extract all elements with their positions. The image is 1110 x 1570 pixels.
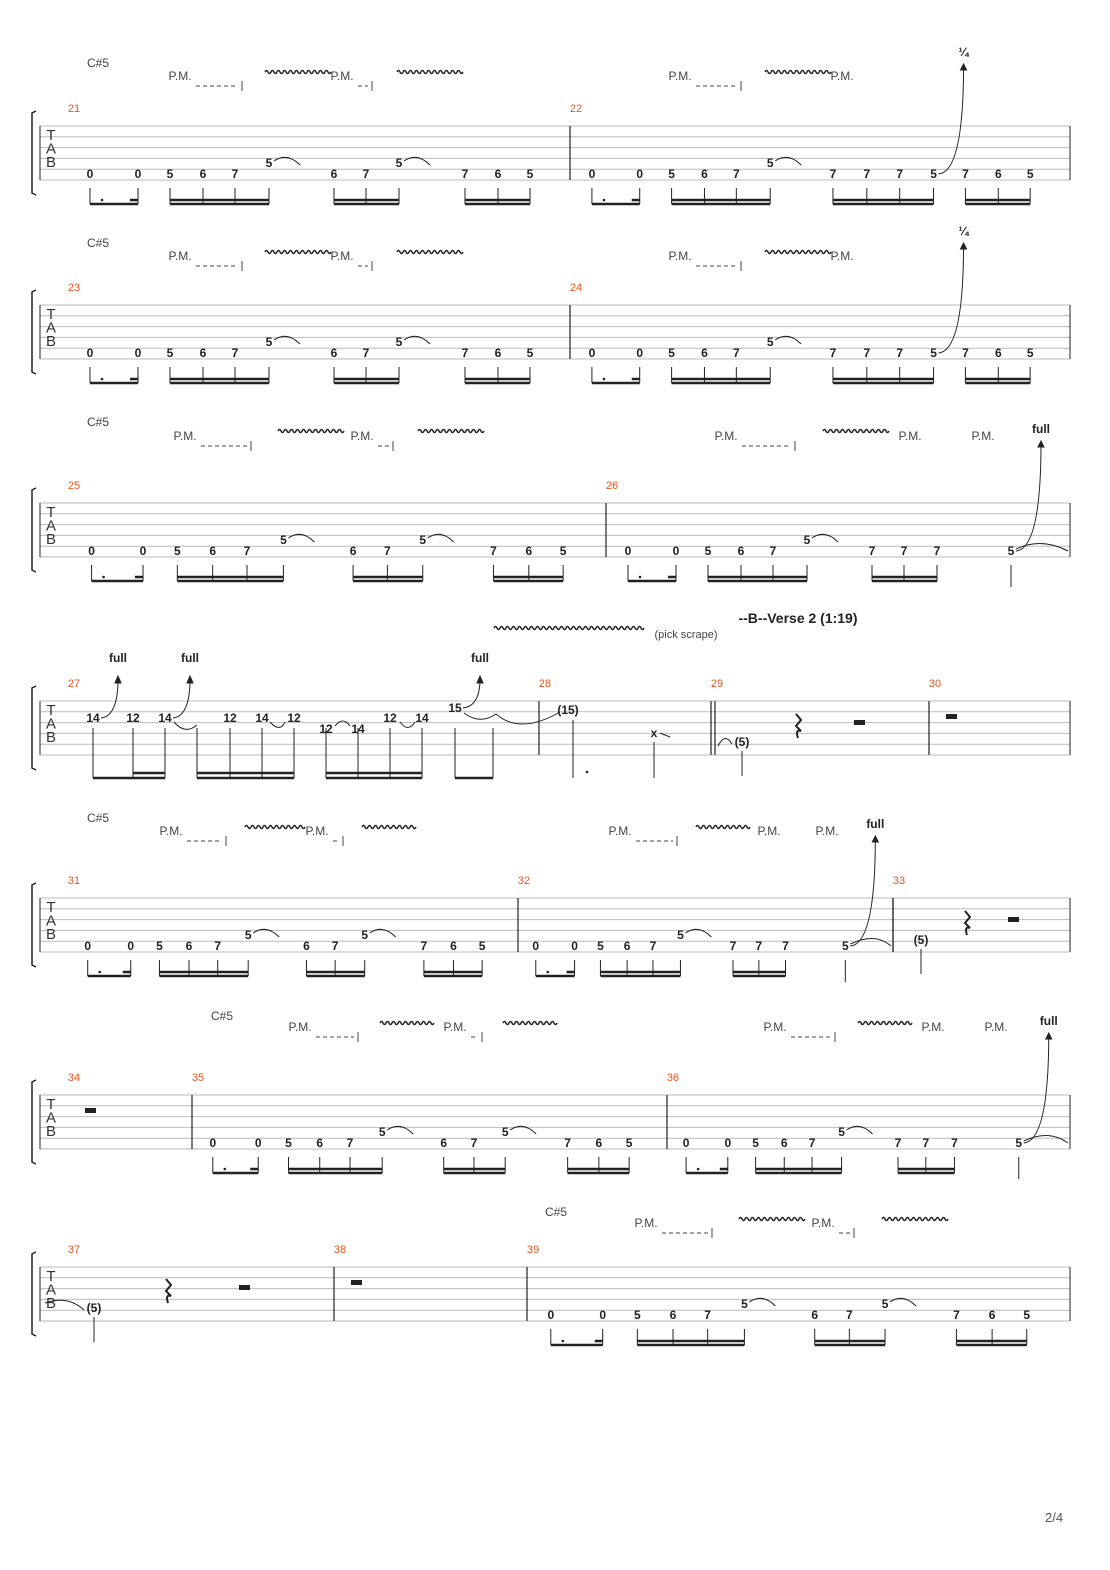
half-rest — [854, 720, 865, 725]
fret-number: 0 — [682, 1136, 690, 1150]
fret-number: 5 — [156, 939, 163, 953]
chord-name: C#5 — [86, 811, 110, 825]
tab-clef-letter: T — [46, 1268, 56, 1285]
fret-number: 7 — [962, 167, 969, 181]
fret-number: 12 — [223, 711, 237, 725]
measure-number: 27 — [67, 678, 81, 690]
palm-mute-label: P.M. — [921, 1020, 945, 1034]
fret-number: 5 — [741, 1297, 748, 1311]
fret-number: 5 — [166, 346, 174, 360]
fret-number: 5 — [930, 346, 937, 360]
tab-clef-letter: B — [45, 1123, 57, 1140]
fret-number: (5) — [913, 933, 929, 947]
palm-mute-label: P.M. — [898, 429, 922, 443]
tab-clef-letter: T — [46, 504, 56, 521]
fret-number: 5 — [668, 167, 675, 181]
palm-mute-label: P.M. — [714, 429, 738, 443]
fret-number: 12 — [319, 722, 333, 736]
fret-number: 7 — [384, 544, 391, 558]
fret-number: 0 — [139, 544, 147, 558]
fret-number: 7 — [704, 1308, 711, 1322]
measure-number: 37 — [67, 1244, 81, 1256]
fret-number: 0 — [624, 544, 632, 558]
vibrato-wavy-line — [265, 251, 331, 254]
vibrato-wavy-line — [418, 430, 484, 433]
fret-number: 5 — [1023, 1308, 1031, 1322]
vibrato-wavy-line — [380, 1022, 434, 1025]
measure-number: 23 — [67, 282, 81, 294]
bend-arrow-head — [115, 676, 121, 683]
fret-number: 15 — [448, 701, 462, 715]
fret-number: 6 — [209, 544, 217, 558]
palm-mute-label: P.M. — [971, 429, 995, 443]
system-bracket — [32, 1252, 36, 1336]
fret-number: 0 — [571, 939, 578, 953]
bend-arrow-head — [961, 243, 967, 249]
section-title: --B--Verse 2 (1:19) — [738, 610, 858, 626]
vibrato-wavy-line — [765, 251, 831, 254]
fret-number: 7 — [900, 544, 908, 558]
measure-number: 24 — [569, 282, 583, 294]
measure-number: 36 — [666, 1072, 680, 1084]
palm-mute-label: P.M. — [443, 1020, 467, 1034]
vibrato-wavy-line — [397, 251, 463, 254]
dot — [98, 971, 101, 974]
fret-number: 7 — [933, 544, 941, 558]
fret-number: 5 — [633, 1308, 641, 1322]
fret-number: 7 — [470, 1136, 478, 1150]
fret-number: 7 — [863, 346, 871, 360]
bend-arrow — [850, 838, 875, 946]
bend-arrow-head — [872, 836, 878, 842]
vibrato-wavy-line — [265, 71, 331, 74]
fret-number: 6 — [199, 167, 207, 181]
fret-number: 7 — [331, 939, 339, 953]
fret-number: 5 — [752, 1136, 759, 1150]
dot — [639, 576, 642, 579]
fret-number: 0 — [588, 346, 596, 360]
fret-number: 5 — [1026, 346, 1034, 360]
tab-clef-letter: T — [46, 306, 56, 323]
fret-number: 5 — [265, 335, 273, 349]
fret-number: 6 — [623, 939, 631, 953]
measure-number: 34 — [67, 1072, 81, 1084]
fret-number: 7 — [863, 167, 871, 181]
fret-number: 7 — [922, 1136, 930, 1150]
fret-number: 7 — [782, 939, 789, 953]
fret-number: 6 — [669, 1308, 677, 1322]
measure-number: 39 — [526, 1244, 540, 1256]
measure-number: 35 — [191, 1072, 205, 1084]
bend-arrow — [1016, 443, 1041, 551]
fret-number: 5 — [881, 1297, 889, 1311]
palm-mute-label: P.M. — [288, 1020, 312, 1034]
fret-number: 5 — [1007, 544, 1015, 558]
fret-number: 7 — [461, 167, 469, 181]
palm-mute-label: P.M. — [168, 69, 192, 83]
bend-arrow-head — [477, 676, 483, 683]
fret-number: 0 — [672, 544, 680, 558]
bend-arrow-head — [1046, 1033, 1052, 1039]
fret-number: 6 — [494, 346, 502, 360]
fret-number: 6 — [316, 1136, 324, 1150]
fret-number: 7 — [829, 167, 837, 181]
tie-arc — [174, 722, 197, 729]
fret-number: x — [650, 726, 658, 740]
fret-number: 7 — [732, 346, 740, 360]
palm-mute-label: P.M. — [159, 824, 183, 838]
fret-number: 7 — [231, 167, 239, 181]
vibrato-wavy-line — [765, 71, 831, 74]
fret-number: 5 — [501, 1125, 509, 1139]
fret-number: 7 — [894, 1136, 902, 1150]
chord-name: C#5 — [210, 1009, 234, 1023]
fret-number: 6 — [737, 544, 745, 558]
palm-mute-label: P.M. — [815, 824, 839, 838]
half-rest — [1008, 917, 1019, 922]
bend-arrow — [1024, 1035, 1049, 1143]
fret-number: 5 — [173, 544, 181, 558]
system-bracket — [32, 1080, 36, 1164]
fret-number: 6 — [994, 346, 1002, 360]
fret-number: 6 — [303, 939, 310, 953]
tab-clef-letter: B — [45, 729, 57, 746]
fret-number: 7 — [243, 544, 251, 558]
bend-arrow-head — [187, 676, 193, 683]
system-bracket — [32, 111, 36, 195]
palm-mute-label: P.M. — [608, 824, 632, 838]
fret-number: 5 — [803, 533, 811, 547]
fret-number: 5 — [526, 167, 534, 181]
fret-number: 0 — [134, 167, 142, 181]
dot — [101, 378, 104, 381]
dot — [586, 771, 589, 774]
system-bracket — [32, 686, 36, 770]
fret-number: 14 — [86, 711, 100, 725]
fret-number: 6 — [330, 346, 338, 360]
fret-number: 0 — [254, 1136, 262, 1150]
palm-mute-label: P.M. — [168, 249, 192, 263]
palm-mute-label: P.M. — [330, 249, 354, 263]
fret-number: 5 — [766, 156, 774, 170]
dot — [603, 199, 606, 202]
vibrato-wavy-line — [696, 826, 750, 829]
tab-clef-letter: A — [45, 1109, 57, 1127]
palm-mute-label: P.M. — [305, 824, 329, 838]
fret-number: 5 — [395, 156, 403, 170]
measure-number: 29 — [710, 678, 724, 690]
fret-number: 6 — [525, 544, 533, 558]
fret-number: 6 — [199, 346, 207, 360]
whole-rest — [351, 1280, 362, 1285]
quarter-rest — [965, 911, 970, 935]
fret-number: 5 — [1015, 1136, 1023, 1150]
fret-number: 5 — [838, 1125, 845, 1139]
palm-mute-label: P.M. — [350, 429, 374, 443]
fret-number: 7 — [845, 1308, 853, 1322]
tab-clef-letter: B — [45, 531, 57, 548]
tab-clef-letter: B — [45, 1295, 57, 1312]
fret-number: 0 — [532, 939, 540, 953]
fret-number: 5 — [419, 533, 427, 547]
fret-number: 7 — [564, 1136, 571, 1150]
fret-number: 0 — [636, 346, 644, 360]
fret-number: 0 — [599, 1308, 607, 1322]
vibrato-wavy-line — [739, 1218, 805, 1221]
fret-number: 7 — [951, 1136, 958, 1150]
fret-number: 6 — [701, 346, 708, 360]
fret-number: 7 — [896, 346, 904, 360]
measure-number: 38 — [333, 1244, 347, 1256]
palm-mute-label: P.M. — [634, 1216, 658, 1230]
fret-number: 12 — [383, 711, 397, 725]
fret-number: 7 — [362, 167, 370, 181]
half-rest — [239, 1285, 250, 1290]
measure-number: 31 — [67, 875, 81, 887]
fret-number: 5 — [361, 928, 369, 942]
fret-number: 0 — [86, 167, 94, 181]
fret-number: 7 — [755, 939, 763, 953]
fret-number: 7 — [962, 346, 969, 360]
page-number: 2/4 — [1045, 1510, 1064, 1525]
palm-mute-label: P.M. — [984, 1020, 1008, 1034]
chord-name: C#5 — [86, 56, 110, 70]
measure-number: 30 — [928, 678, 942, 690]
fret-number: 6 — [988, 1308, 996, 1322]
fret-number: 6 — [349, 544, 357, 558]
fret-number: 14 — [415, 711, 429, 725]
fret-number: 5 — [378, 1125, 386, 1139]
tab-clef-letter: A — [45, 912, 57, 930]
system-bracket — [32, 488, 36, 572]
fret-number: 5 — [625, 1136, 633, 1150]
tab-clef-letter: T — [46, 1096, 56, 1113]
vibrato-wavy-line — [245, 826, 305, 829]
chord-name: C#5 — [86, 415, 110, 429]
vibrato-wavy-line — [494, 627, 644, 630]
fret-number: 7 — [362, 346, 370, 360]
whole-rest — [946, 714, 957, 719]
fret-number: 5 — [244, 928, 252, 942]
palm-mute-label: P.M. — [668, 69, 692, 83]
fret-number: 0 — [134, 346, 142, 360]
fret-number: 5 — [930, 167, 937, 181]
fret-number: 5 — [395, 335, 403, 349]
fret-number: 5 — [704, 544, 712, 558]
tab-clef-letter: A — [45, 319, 57, 337]
fret-number: 5 — [166, 167, 174, 181]
palm-mute-label: P.M. — [830, 69, 854, 83]
palm-mute-label: P.M. — [330, 69, 354, 83]
bend-amount: full — [471, 651, 489, 665]
tie-arc — [335, 721, 350, 726]
measure-number: 26 — [605, 480, 619, 492]
fret-number: 7 — [829, 346, 837, 360]
fret-number: 14 — [255, 711, 269, 725]
system-bracket — [32, 883, 36, 967]
vibrato-wavy-line — [278, 430, 344, 433]
tab-clef-letter: T — [46, 702, 56, 719]
fret-number: 0 — [127, 939, 135, 953]
fret-number: 6 — [450, 939, 457, 953]
fret-number: (5) — [86, 1301, 102, 1315]
fret-number: 0 — [88, 544, 95, 558]
measure-number: 33 — [892, 875, 906, 887]
bend-arrow-head — [961, 64, 967, 70]
palm-mute-label: P.M. — [763, 1020, 787, 1034]
palm-mute-label: P.M. — [173, 429, 197, 443]
tab-clef-letter: A — [45, 1281, 57, 1299]
measure-number: 21 — [67, 103, 81, 115]
fret-number: 0 — [636, 167, 644, 181]
palm-mute-label: P.M. — [830, 249, 854, 263]
fret-number: 14 — [351, 722, 365, 736]
fret-number: 6 — [330, 167, 338, 181]
fret-number: 7 — [346, 1136, 354, 1150]
system-bracket — [32, 290, 36, 374]
pick-scrape-label: (pick scrape) — [654, 629, 718, 641]
fret-number: 5 — [841, 939, 849, 953]
tab-clef-letter: T — [46, 127, 56, 144]
vibrato-wavy-line — [397, 71, 463, 74]
fret-number: 0 — [724, 1136, 732, 1150]
fret-number: 5 — [1026, 167, 1034, 181]
fret-number: 7 — [953, 1308, 960, 1322]
bend-arrow — [939, 66, 964, 174]
fret-number: 0 — [84, 939, 92, 953]
fret-number: 5 — [280, 533, 287, 547]
fret-number: (15) — [557, 703, 579, 717]
chord-name: C#5 — [86, 236, 110, 250]
fret-number: 6 — [780, 1136, 788, 1150]
fret-number: 7 — [896, 167, 904, 181]
fret-number: 5 — [265, 156, 273, 170]
dot — [101, 199, 104, 202]
measure-number: 28 — [538, 678, 552, 690]
fret-number: 7 — [214, 939, 222, 953]
fret-number: 0 — [86, 346, 94, 360]
fret-number: 12 — [126, 711, 140, 725]
fret-number: 7 — [868, 544, 876, 558]
palm-mute-label: P.M. — [668, 249, 692, 263]
bend-amount: ¼ — [958, 45, 969, 59]
fret-number: 6 — [595, 1136, 603, 1150]
fret-number: 5 — [668, 346, 675, 360]
dot — [603, 378, 606, 381]
tie-arc — [850, 938, 891, 946]
fret-number: 7 — [490, 544, 497, 558]
fret-number: 7 — [231, 346, 239, 360]
bend-arrow-head — [1038, 441, 1044, 447]
bend-amount: full — [109, 651, 127, 665]
quarter-rest — [796, 714, 801, 738]
measure-number: 32 — [517, 875, 531, 887]
fret-number: 7 — [420, 939, 428, 953]
tab-clef-letter: T — [46, 899, 56, 916]
tab-clef-letter: A — [45, 517, 57, 535]
vibrato-wavy-line — [823, 430, 889, 433]
vibrato-wavy-line — [503, 1022, 557, 1025]
bend-amount: full — [866, 817, 885, 831]
bend-amount: full — [181, 651, 199, 665]
tie-arc — [718, 738, 732, 746]
tab-clef-letter: A — [45, 140, 57, 158]
fret-number: (5) — [734, 735, 750, 749]
measure-number: 25 — [67, 480, 81, 492]
vibrato-wavy-line — [882, 1218, 948, 1221]
fret-number: 5 — [285, 1136, 292, 1150]
vibrato-wavy-line — [858, 1022, 912, 1025]
palm-mute-label: P.M. — [811, 1216, 835, 1230]
fret-number: 0 — [547, 1308, 555, 1322]
fret-number: 14 — [158, 711, 172, 725]
bend-amount: full — [1039, 1014, 1058, 1028]
palm-mute-label: P.M. — [757, 824, 781, 838]
dot — [102, 576, 105, 579]
whole-rest — [85, 1108, 96, 1113]
chord-name: C#5 — [544, 1205, 568, 1219]
tab-clef-letter: B — [45, 333, 57, 350]
tab-clef-letter: B — [45, 926, 57, 943]
vibrato-wavy-line — [362, 826, 416, 829]
fret-number: 7 — [808, 1136, 816, 1150]
dot — [546, 971, 549, 974]
fret-number: 6 — [185, 939, 193, 953]
dot — [697, 1168, 700, 1171]
fret-number: 0 — [588, 167, 596, 181]
tab-clef-letter: B — [45, 154, 57, 171]
fret-number: 5 — [597, 939, 604, 953]
fret-number: 6 — [440, 1136, 448, 1150]
fret-number: 7 — [461, 346, 469, 360]
dot — [224, 1168, 227, 1171]
fret-number: 6 — [494, 167, 502, 181]
fret-number: 12 — [287, 711, 301, 725]
fret-number: 5 — [677, 928, 684, 942]
fret-number: 5 — [766, 335, 774, 349]
dot — [561, 1340, 564, 1343]
fret-number: 5 — [559, 544, 567, 558]
fret-number: 6 — [811, 1308, 819, 1322]
bend-arrow — [939, 245, 964, 353]
tab-clef-letter: A — [45, 715, 57, 733]
fret-number: 6 — [994, 167, 1002, 181]
fret-number: 6 — [701, 167, 708, 181]
fret-number: 5 — [478, 939, 486, 953]
fret-number: 7 — [649, 939, 657, 953]
bend-amount: ¼ — [958, 224, 969, 238]
fret-number: 7 — [732, 167, 740, 181]
fret-number: 7 — [769, 544, 777, 558]
fret-number: 0 — [209, 1136, 217, 1150]
fret-number: 5 — [526, 346, 534, 360]
tie-arc — [1024, 1135, 1068, 1143]
fret-number: 7 — [729, 939, 737, 953]
measure-number: 22 — [569, 103, 583, 115]
bend-amount: full — [1032, 422, 1050, 436]
